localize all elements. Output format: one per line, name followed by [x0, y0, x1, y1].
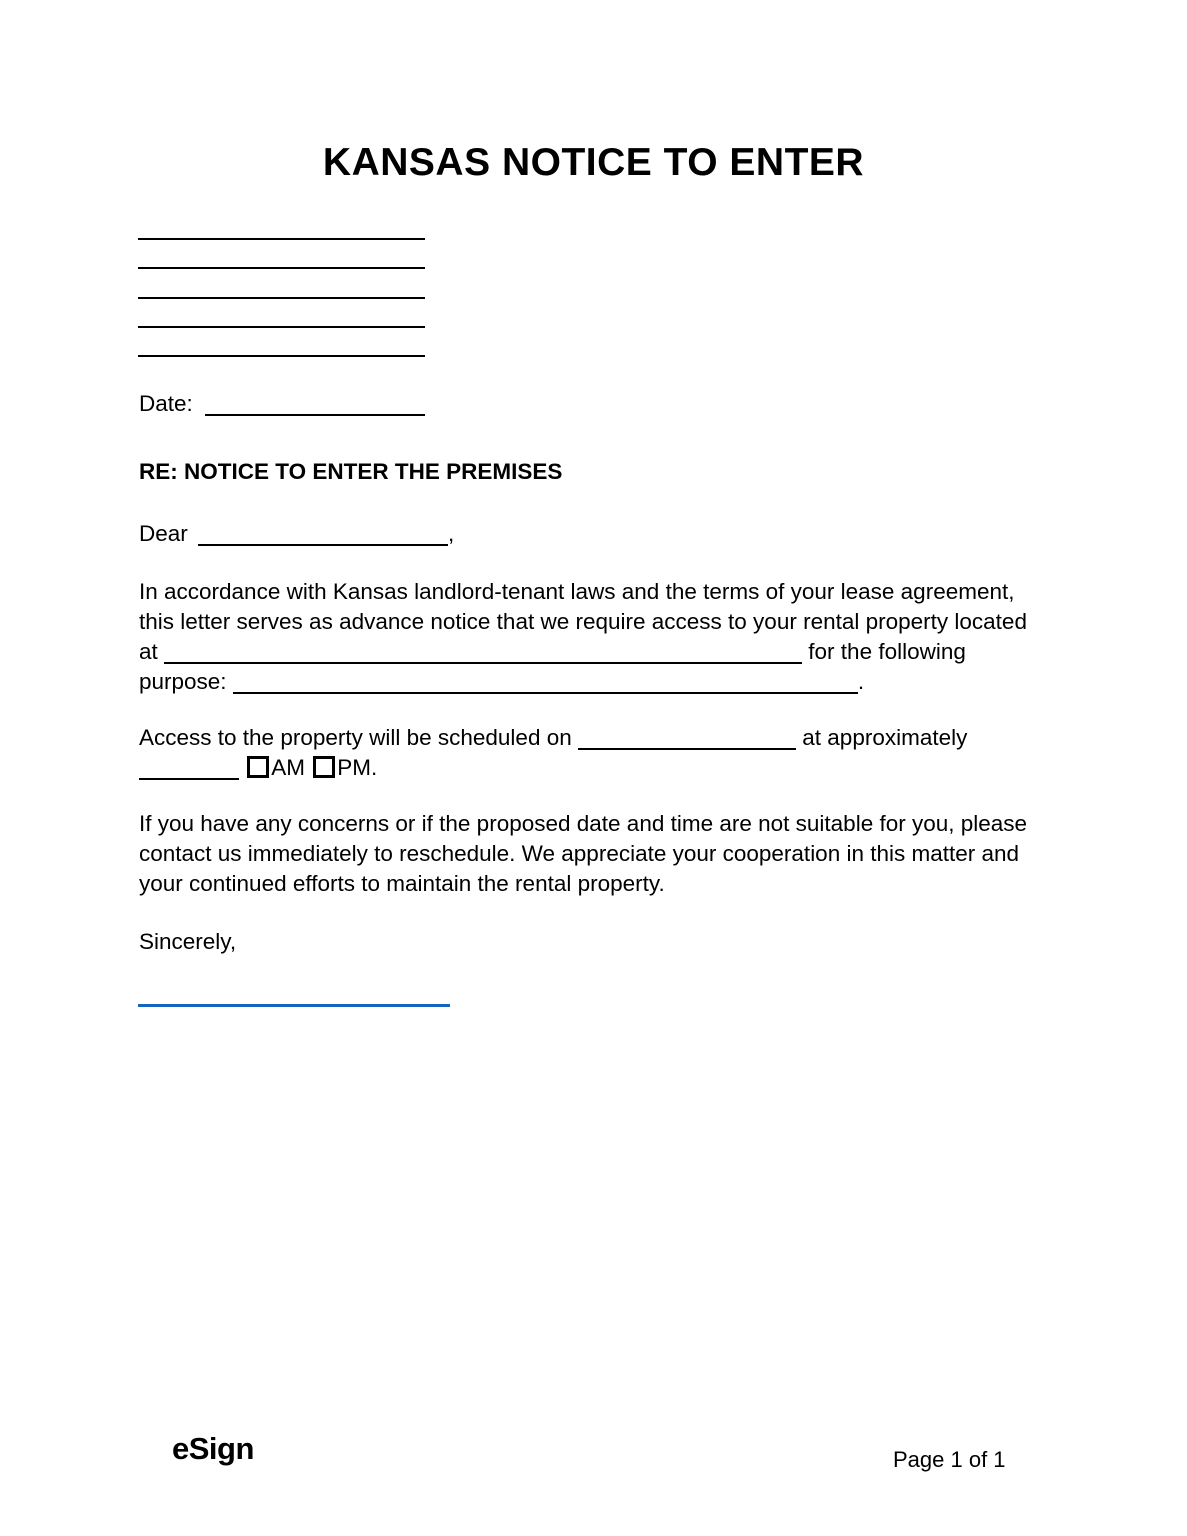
- date-row: [139, 389, 425, 419]
- paragraph2-text1: Access to the property will be scheduled on: [139, 725, 572, 750]
- esign-logo: eSign: [172, 1431, 254, 1466]
- date-blank-field[interactable]: [205, 414, 425, 416]
- am-label: AM: [271, 755, 306, 780]
- time-blank-field[interactable]: [139, 778, 239, 780]
- pm-label: PM: [337, 755, 372, 780]
- paragraph-schedule: [139, 723, 1047, 783]
- header-blank-line-3[interactable]: [138, 269, 425, 298]
- page-indicator: Page 1 of 1: [893, 1447, 1006, 1472]
- purpose-blank-field[interactable]: [233, 692, 858, 694]
- header-blank-lines: [138, 211, 425, 357]
- paragraph2-text3: .: [371, 755, 378, 780]
- salutation-row: [139, 519, 454, 549]
- paragraph1-text2: for the following purpose:: [139, 639, 966, 694]
- landlord-signature-line[interactable]: [138, 1004, 450, 1007]
- re-subject-heading: RE: NOTICE TO ENTER THE PREMISES: [139, 459, 563, 484]
- scheduled-date-blank-field[interactable]: [578, 748, 796, 750]
- paragraph-access-notice: [139, 577, 1047, 697]
- paragraph-concerns: If you have any concerns or if the proposed date and time are not suitable for you, please contact us immediately to reschedule. We appreciate your cooperation in this matter and your continued efforts to maintain the rental property.: [139, 811, 1028, 896]
- header-blank-line-1[interactable]: [138, 211, 425, 240]
- pm-checkbox[interactable]: [313, 756, 335, 778]
- paragraph1-text1: In accordance with Kansas landlord-tenant laws and the terms of your lease agreement, this letter serves as advance notice that we require access to your rental property located at: [139, 579, 1027, 664]
- date-label: Date:: [139, 391, 193, 416]
- header-blank-line-2[interactable]: [138, 240, 425, 269]
- closing-text: Sincerely,: [139, 929, 237, 954]
- salutation-suffix: ,: [448, 521, 455, 546]
- tenant-name-blank-field[interactable]: [198, 544, 448, 546]
- header-blank-line-4[interactable]: [138, 299, 425, 328]
- am-checkbox[interactable]: [247, 756, 269, 778]
- paragraph1-text3: .: [857, 669, 865, 694]
- salutation-prefix: Dear: [139, 521, 188, 546]
- property-address-blank-field[interactable]: [164, 662, 802, 664]
- document-title: KANSAS NOTICE TO ENTER: [322, 141, 865, 184]
- header-blank-line-5[interactable]: [138, 328, 425, 357]
- paragraph2-text2: at approximately: [802, 725, 968, 750]
